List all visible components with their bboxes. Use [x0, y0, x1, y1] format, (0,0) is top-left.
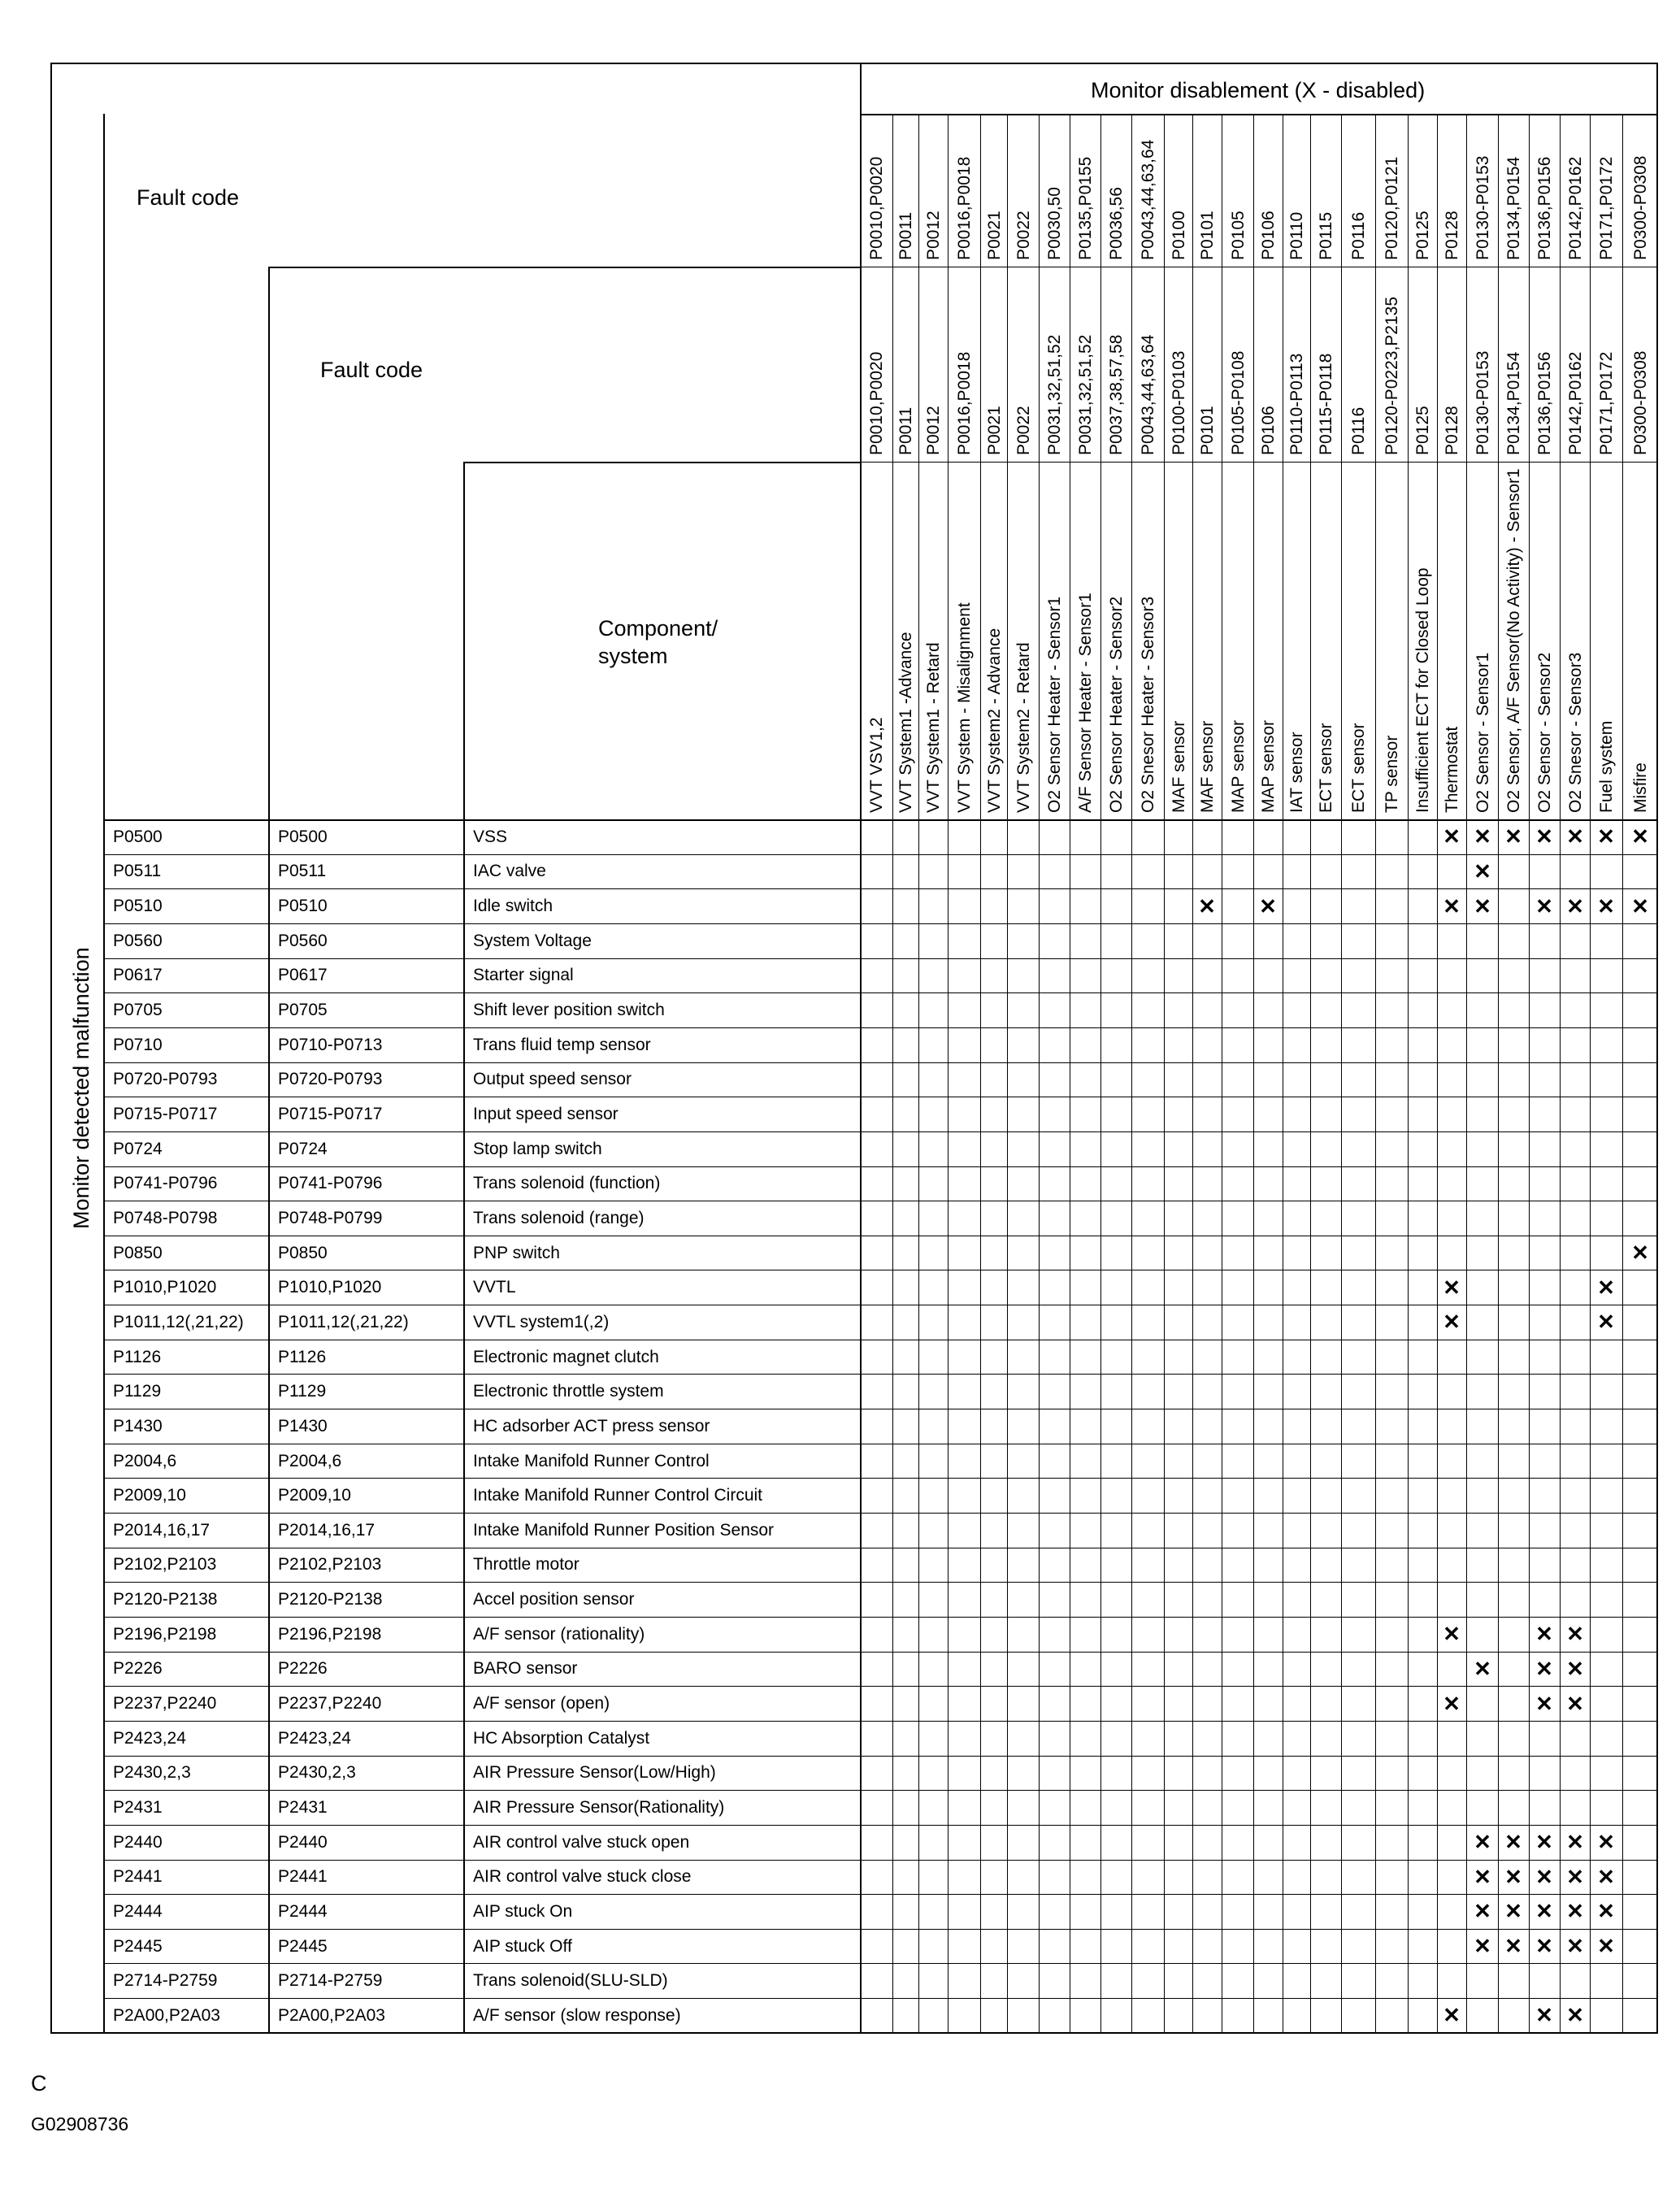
- col-code2-label: P0010,P0020: [867, 351, 886, 455]
- col-code2-label: P0031,32,51,52: [1076, 334, 1095, 455]
- row-code2: P2431: [278, 1798, 328, 1817]
- row-component: Electronic magnet clutch: [473, 1348, 659, 1366]
- row-code2: P2445: [278, 1937, 328, 1956]
- col-component-label: A/F Sensor Heater - Sensor1: [1076, 593, 1095, 813]
- row-component: A/F sensor (slow response): [473, 2006, 681, 2025]
- col-code2-label: P0105-P0108: [1229, 350, 1248, 455]
- disabled-x-mark: ✕: [1631, 1240, 1649, 1265]
- col-code1-label: P0142,P0162: [1566, 156, 1585, 260]
- col-code1-label: P0105: [1229, 211, 1248, 260]
- row-code2: P2237,P2240: [278, 1694, 382, 1713]
- col-code1-label: P0016,P0018: [955, 156, 974, 260]
- col-code2-label: P0031,32,51,52: [1045, 334, 1064, 455]
- row-code2: P0741-P0796: [278, 1174, 383, 1192]
- disabled-x-mark: ✕: [1535, 1899, 1553, 1923]
- row-component: IAC valve: [473, 862, 546, 880]
- disabled-x-mark: ✕: [1566, 824, 1584, 849]
- col-component-label: MAP sensor: [1259, 720, 1278, 813]
- row-code2: P2226: [278, 1659, 328, 1678]
- row-code2: P2004,6: [278, 1452, 342, 1470]
- disabled-x-mark: ✕: [1259, 894, 1277, 919]
- disabled-x-mark: ✕: [1566, 1657, 1584, 1681]
- col-code1-label: P0300-P0308: [1631, 155, 1650, 260]
- disabled-x-mark: ✕: [1566, 1865, 1584, 1889]
- row-divider: [103, 1894, 1658, 1895]
- col-code2-label: P0043,44,63,64: [1139, 334, 1157, 455]
- disabled-x-mark: ✕: [1535, 1934, 1553, 1958]
- row-component: HC adsorber ACT press sensor: [473, 1417, 710, 1435]
- disabled-x-mark: ✕: [1597, 1865, 1615, 1889]
- row-divider: [103, 854, 1658, 855]
- row-code1: P1430: [113, 1417, 163, 1435]
- col-code1-label: P0022: [1014, 211, 1033, 260]
- col-code1-label: P0128: [1443, 211, 1461, 260]
- row-divider: [103, 958, 1658, 959]
- row-code1: P2009,10: [113, 1486, 186, 1505]
- row-code2: P2714-P2759: [278, 1971, 383, 1990]
- row-code2: P2430,2,3: [278, 1763, 356, 1782]
- disabled-x-mark: ✕: [1504, 824, 1522, 849]
- col-component-label: O2 Sensor - Sensor2: [1535, 652, 1554, 813]
- row-divider: [103, 1062, 1658, 1063]
- row-component: Trans solenoid (range): [473, 1209, 645, 1227]
- disabled-x-mark: ✕: [1566, 894, 1584, 919]
- row-component: Trans solenoid (function): [473, 1174, 661, 1192]
- row-code1: P2423,24: [113, 1729, 186, 1748]
- row-code1: P2196,P2198: [113, 1625, 217, 1644]
- col-code1-label: P0101: [1198, 211, 1217, 260]
- disabled-x-mark: ✕: [1443, 1622, 1461, 1646]
- row-divider: [103, 1617, 1658, 1618]
- header-step-1: [268, 267, 860, 268]
- row-divider: [103, 1963, 1658, 1964]
- row-code2: P2441: [278, 1867, 328, 1886]
- row-divider: [103, 1825, 1658, 1826]
- figure-id: G02908736: [31, 2113, 129, 2135]
- fault-code-header-1: Fault code: [137, 185, 240, 210]
- row-component: A/F sensor (open): [473, 1694, 610, 1713]
- disabled-x-mark: ✕: [1597, 1275, 1615, 1300]
- row-divider: [103, 1721, 1658, 1722]
- row-divider: [103, 1374, 1658, 1375]
- row-code2: P0710-P0713: [278, 1036, 383, 1054]
- col-code1-label: P0130-P0153: [1474, 155, 1492, 260]
- disabled-x-mark: ✕: [1566, 1692, 1584, 1716]
- disabled-x-mark: ✕: [1631, 824, 1649, 849]
- col-code2-label: P0125: [1413, 406, 1432, 455]
- col-code1-label: P0036,56: [1107, 187, 1126, 260]
- disabled-x-mark: ✕: [1504, 1830, 1522, 1854]
- disabled-x-mark: ✕: [1566, 1622, 1584, 1646]
- row-code2: P2196,P2198: [278, 1625, 382, 1644]
- row-code1: P0720-P0793: [113, 1070, 218, 1088]
- col-component-label: ECT sensor: [1349, 723, 1368, 813]
- row-code2: P0720-P0793: [278, 1070, 383, 1088]
- disabled-x-mark: ✕: [1443, 1692, 1461, 1716]
- col-component-label: Misfire: [1631, 762, 1650, 813]
- disabled-x-mark: ✕: [1474, 1899, 1491, 1923]
- row-code1: P0511: [113, 862, 162, 880]
- row-code2: P2102,P2103: [278, 1555, 382, 1574]
- row-divider: [103, 1929, 1658, 1930]
- row-code1: P0850: [113, 1244, 163, 1262]
- disabled-x-mark: ✕: [1443, 2003, 1461, 2027]
- col-code1-label: P0125: [1413, 211, 1432, 260]
- row-component: Intake Manifold Runner Control: [473, 1452, 710, 1470]
- row-code2: P2120-P2138: [278, 1590, 383, 1609]
- col-component-label: MAF sensor: [1170, 720, 1188, 813]
- disabled-x-mark: ✕: [1474, 1830, 1491, 1854]
- row-component: AIR Pressure Sensor(Low/High): [473, 1763, 716, 1782]
- row-code1: P2440: [113, 1833, 163, 1852]
- col-component-label: O2 Sensor, A/F Sensor(No Activity) - Sensor1: [1504, 468, 1523, 813]
- disabled-x-mark: ✕: [1597, 1934, 1615, 1958]
- header-step-2-vertical: [463, 462, 465, 2034]
- disabled-x-mark: ✕: [1597, 1309, 1615, 1334]
- row-component: AIP stuck Off: [473, 1937, 572, 1956]
- row-code1: P0510: [113, 897, 163, 915]
- row-divider: [103, 992, 1658, 993]
- col-component-label: Thermostat: [1443, 726, 1461, 813]
- row-code2: P0511: [278, 862, 327, 880]
- row-code2: P2444: [278, 1902, 328, 1921]
- row-code1: P2444: [113, 1902, 163, 1921]
- header-step-2: [463, 462, 860, 463]
- row-component: AIR control valve stuck open: [473, 1833, 690, 1852]
- component-header-line2: system: [598, 644, 668, 668]
- row-code1: P2430,2,3: [113, 1763, 191, 1782]
- col-code1-label: P0106: [1259, 211, 1278, 260]
- disabled-x-mark: ✕: [1198, 894, 1216, 919]
- col-code2-label: P0142,P0162: [1566, 351, 1585, 455]
- row-divider: [103, 1756, 1658, 1757]
- col-component-label: ECT sensor: [1317, 723, 1335, 813]
- disabled-x-mark: ✕: [1474, 1934, 1491, 1958]
- disabled-x-mark: ✕: [1597, 1899, 1615, 1923]
- row-code1: P2A00,P2A03: [113, 2006, 220, 2025]
- row-code2: P0748-P0799: [278, 1209, 383, 1227]
- col-component-label: O2 Sensor Heater - Sensor1: [1045, 596, 1064, 813]
- disabled-x-mark: ✕: [1443, 1309, 1461, 1334]
- row-component: Starter signal: [473, 966, 574, 984]
- col-code2-label: P0171,P0172: [1597, 351, 1616, 455]
- row-code2: P2423,24: [278, 1729, 351, 1748]
- component-header-line1: Component/: [598, 616, 718, 641]
- side-label: Monitor detected malfunction: [69, 947, 93, 1229]
- row-divider: [103, 1131, 1658, 1132]
- col-component-label: VVT System2 - Advance: [985, 628, 1004, 813]
- row-component: Intake Manifold Runner Position Sensor: [473, 1521, 775, 1540]
- disabled-x-mark: ✕: [1443, 1275, 1461, 1300]
- row-code1: P2120-P2138: [113, 1590, 218, 1609]
- row-code1: P0748-P0798: [113, 1209, 218, 1227]
- row-component: Trans solenoid(SLU-SLD): [473, 1971, 668, 1990]
- col-component-label: MAP sensor: [1229, 720, 1248, 813]
- row-code1: P1010,P1020: [113, 1278, 217, 1296]
- disabled-x-mark: ✕: [1566, 1934, 1584, 1958]
- row-component: HC Absorption Catalyst: [473, 1729, 650, 1748]
- col-component-label: Fuel system: [1597, 720, 1616, 813]
- row-component: Output speed sensor: [473, 1070, 632, 1088]
- col-code2-label: P0106: [1259, 406, 1278, 455]
- col-code1-label: P0120,P0121: [1383, 156, 1401, 260]
- row-component: AIP stuck On: [473, 1902, 573, 1921]
- row-code1: P2431: [113, 1798, 163, 1817]
- disabled-x-mark: ✕: [1504, 1934, 1522, 1958]
- row-code1: P0715-P0717: [113, 1105, 218, 1123]
- col-component-label: MAF sensor: [1198, 720, 1217, 813]
- col-code1-label: P0011: [896, 211, 915, 260]
- col-code2-label: P0300-P0308: [1631, 350, 1650, 455]
- disabled-x-mark: ✕: [1566, 2003, 1584, 2027]
- row-code1: P0741-P0796: [113, 1174, 218, 1192]
- col-code2-label: P0022: [1014, 406, 1033, 455]
- row-component: Stop lamp switch: [473, 1140, 602, 1158]
- disabled-x-mark: ✕: [1474, 859, 1491, 884]
- col-component-label: O2 Snesor Heater - Sensor3: [1139, 596, 1157, 813]
- col-code2-label: P0101: [1198, 406, 1217, 455]
- row-divider: [103, 1652, 1658, 1653]
- row-code2: P0705: [278, 1001, 328, 1019]
- col-code1-label: P0043,44,63,64: [1139, 139, 1157, 260]
- disabled-x-mark: ✕: [1535, 824, 1553, 849]
- row-component: Trans fluid temp sensor: [473, 1036, 651, 1054]
- row-code1: P0710: [113, 1036, 163, 1054]
- row-code1: P0560: [113, 932, 163, 950]
- row-code1: P0617: [113, 966, 163, 984]
- row-component: Input speed sensor: [473, 1105, 619, 1123]
- disabled-x-mark: ✕: [1597, 824, 1615, 849]
- row-code1: P1129: [113, 1382, 162, 1401]
- row-component: PNP switch: [473, 1244, 560, 1262]
- disabled-x-mark: ✕: [1474, 1657, 1491, 1681]
- row-code1: P0500: [113, 827, 163, 846]
- row-code2: P1011,12(,21,22): [278, 1313, 409, 1331]
- row-code1: P1011,12(,21,22): [113, 1313, 244, 1331]
- col-component-label: VVT VSV1,2: [867, 717, 886, 813]
- disabled-x-mark: ✕: [1535, 1692, 1553, 1716]
- disabled-x-mark: ✕: [1631, 894, 1649, 919]
- col-code2-label: P0128: [1443, 406, 1461, 455]
- row-divider: [103, 1478, 1658, 1479]
- col-code2-label: P0012: [924, 406, 943, 455]
- col-code1-label: P0135,P0155: [1076, 156, 1095, 260]
- row-component: BARO sensor: [473, 1659, 578, 1678]
- disabled-x-mark: ✕: [1504, 1899, 1522, 1923]
- disabled-x-mark: ✕: [1535, 894, 1553, 919]
- row-code2: P0715-P0717: [278, 1105, 383, 1123]
- row-code1: P2441: [113, 1867, 163, 1886]
- row-code1: P0724: [113, 1140, 163, 1158]
- row-divider: [103, 1998, 1658, 1999]
- row-code2: P0560: [278, 932, 328, 950]
- disabled-x-mark: ✕: [1504, 1865, 1522, 1889]
- row-code2: P1430: [278, 1417, 328, 1435]
- col-component-label: VVT System1 - Retard: [924, 642, 943, 813]
- row-component: A/F sensor (rationality): [473, 1625, 645, 1644]
- row-code1: P2714-P2759: [113, 1971, 218, 1990]
- row-code1: P2102,P2103: [113, 1555, 217, 1574]
- disabled-x-mark: ✕: [1535, 1622, 1553, 1646]
- col-code1-label: P0116: [1349, 211, 1368, 260]
- row-code2: P0850: [278, 1244, 328, 1262]
- row-divider: [103, 1166, 1658, 1167]
- col-code1-label: P0021: [985, 211, 1004, 260]
- disabled-x-mark: ✕: [1566, 1899, 1584, 1923]
- row-code2: P1126: [278, 1348, 327, 1366]
- col-component-label: O2 Snesor - Sensor3: [1566, 652, 1585, 813]
- disabled-x-mark: ✕: [1474, 1865, 1491, 1889]
- row-code1: P2014,16,17: [113, 1521, 211, 1540]
- col-component-label: Insufficient ECT for Closed Loop: [1413, 567, 1432, 813]
- col-code2-label: P0100-P0103: [1170, 350, 1188, 455]
- row-component: Electronic throttle system: [473, 1382, 664, 1401]
- row-component: Shift lever position switch: [473, 1001, 665, 1019]
- disabled-x-mark: ✕: [1597, 1830, 1615, 1854]
- row-code2: P2014,16,17: [278, 1521, 376, 1540]
- disabled-x-mark: ✕: [1535, 1865, 1553, 1889]
- row-component: System Voltage: [473, 932, 592, 950]
- row-code2: P0510: [278, 897, 328, 915]
- row-code1: P2226: [113, 1659, 163, 1678]
- row-divider: [103, 1860, 1658, 1861]
- row-divider: [103, 923, 1658, 924]
- col-code2-label: P0011: [896, 406, 915, 455]
- col-code2-label: P0116: [1349, 406, 1368, 455]
- row-code2: P1010,P1020: [278, 1278, 382, 1296]
- disabled-x-mark: ✕: [1474, 894, 1491, 919]
- fault-code-header-2: Fault code: [320, 358, 423, 382]
- col-code2-label: P0130-P0153: [1474, 350, 1492, 455]
- header-step-1-vertical: [268, 267, 270, 2034]
- col-code1-label: P0010,P0020: [867, 156, 886, 260]
- disabled-x-mark: ✕: [1597, 894, 1615, 919]
- col-code2-label: P0120-P0223,P2135: [1383, 297, 1401, 455]
- row-component: Idle switch: [473, 897, 553, 915]
- col-component-label: O2 Sensor Heater - Sensor2: [1107, 596, 1126, 813]
- col-code1-label: P0171,P0172: [1597, 156, 1616, 260]
- disabled-x-mark: ✕: [1443, 894, 1461, 919]
- row-code1: P1126: [113, 1348, 162, 1366]
- row-divider: [103, 1582, 1658, 1583]
- col-component-label: O2 Sensor - Sensor1: [1474, 652, 1492, 813]
- col-code2-label: P0021: [985, 406, 1004, 455]
- left-label-divider: [103, 114, 105, 2034]
- row-component: VVTL: [473, 1278, 516, 1296]
- disabled-x-mark: ✕: [1443, 824, 1461, 849]
- col-component-label: IAT sensor: [1287, 732, 1306, 813]
- col-code2-label: P0110-P0113: [1287, 353, 1306, 455]
- monitor-area-divider: [860, 63, 862, 2034]
- col-code1-label: P0115: [1317, 211, 1335, 260]
- row-code1: P2445: [113, 1937, 163, 1956]
- col-code2-label: P0115-P0118: [1317, 353, 1335, 455]
- row-component: VSS: [473, 827, 508, 846]
- row-code2: P2009,10: [278, 1486, 351, 1505]
- row-code1: P2237,P2240: [113, 1694, 217, 1713]
- disabled-x-mark: ✕: [1535, 1830, 1553, 1854]
- col-component-label: VVT System - Misalignment: [955, 602, 974, 813]
- row-code2: P2440: [278, 1833, 328, 1852]
- col-code2-label: P0016,P0018: [955, 351, 974, 455]
- col-code1-label: P0134,P0154: [1504, 156, 1523, 260]
- row-divider: [103, 1513, 1658, 1514]
- row-code2: P0724: [278, 1140, 328, 1158]
- header-divider-bottom: [103, 819, 1658, 821]
- row-component: AIR control valve stuck close: [473, 1867, 692, 1886]
- disabled-x-mark: ✕: [1535, 2003, 1553, 2027]
- row-divider: [103, 888, 1658, 889]
- row-code1: P2004,6: [113, 1452, 177, 1470]
- row-divider: [103, 1027, 1658, 1028]
- row-code2: P1129: [278, 1382, 327, 1401]
- row-component: Accel position sensor: [473, 1590, 635, 1609]
- col-component-label: TP sensor: [1383, 735, 1401, 813]
- col-code2-label: P0037,38,57,58: [1107, 334, 1126, 455]
- col-code2-label: P0134,P0154: [1504, 351, 1523, 455]
- disabled-x-mark: ✕: [1474, 824, 1491, 849]
- col-code1-label: P0100: [1170, 211, 1188, 260]
- footer-letter: C: [31, 2071, 47, 2096]
- row-code2: P0500: [278, 827, 328, 846]
- col-code1-label: P0136,P0156: [1535, 156, 1554, 260]
- col-code2-label: P0136,P0156: [1535, 351, 1554, 455]
- col-code1-label: P0030,50: [1045, 187, 1064, 260]
- disabled-x-mark: ✕: [1535, 1657, 1553, 1681]
- col-component-label: VVT System2 - Retard: [1014, 642, 1033, 813]
- row-divider: [103, 1790, 1658, 1791]
- row-code1: P0705: [113, 1001, 163, 1019]
- col-component-label: VVT System1 -Advance: [896, 632, 915, 813]
- row-component: Throttle motor: [473, 1555, 580, 1574]
- col-code1-label: P0012: [924, 211, 943, 260]
- row-divider: [103, 1686, 1658, 1687]
- row-code2: P0617: [278, 966, 328, 984]
- row-component: VVTL system1(,2): [473, 1313, 610, 1331]
- row-component: AIR Pressure Sensor(Rationality): [473, 1798, 725, 1817]
- row-component: Intake Manifold Runner Control Circuit: [473, 1486, 762, 1505]
- monitor-disablement-title: Monitor disablement (X - disabled): [1091, 78, 1426, 102]
- row-code2: P2A00,P2A03: [278, 2006, 385, 2025]
- disabled-x-mark: ✕: [1566, 1830, 1584, 1854]
- col-code1-label: P0110: [1287, 211, 1306, 260]
